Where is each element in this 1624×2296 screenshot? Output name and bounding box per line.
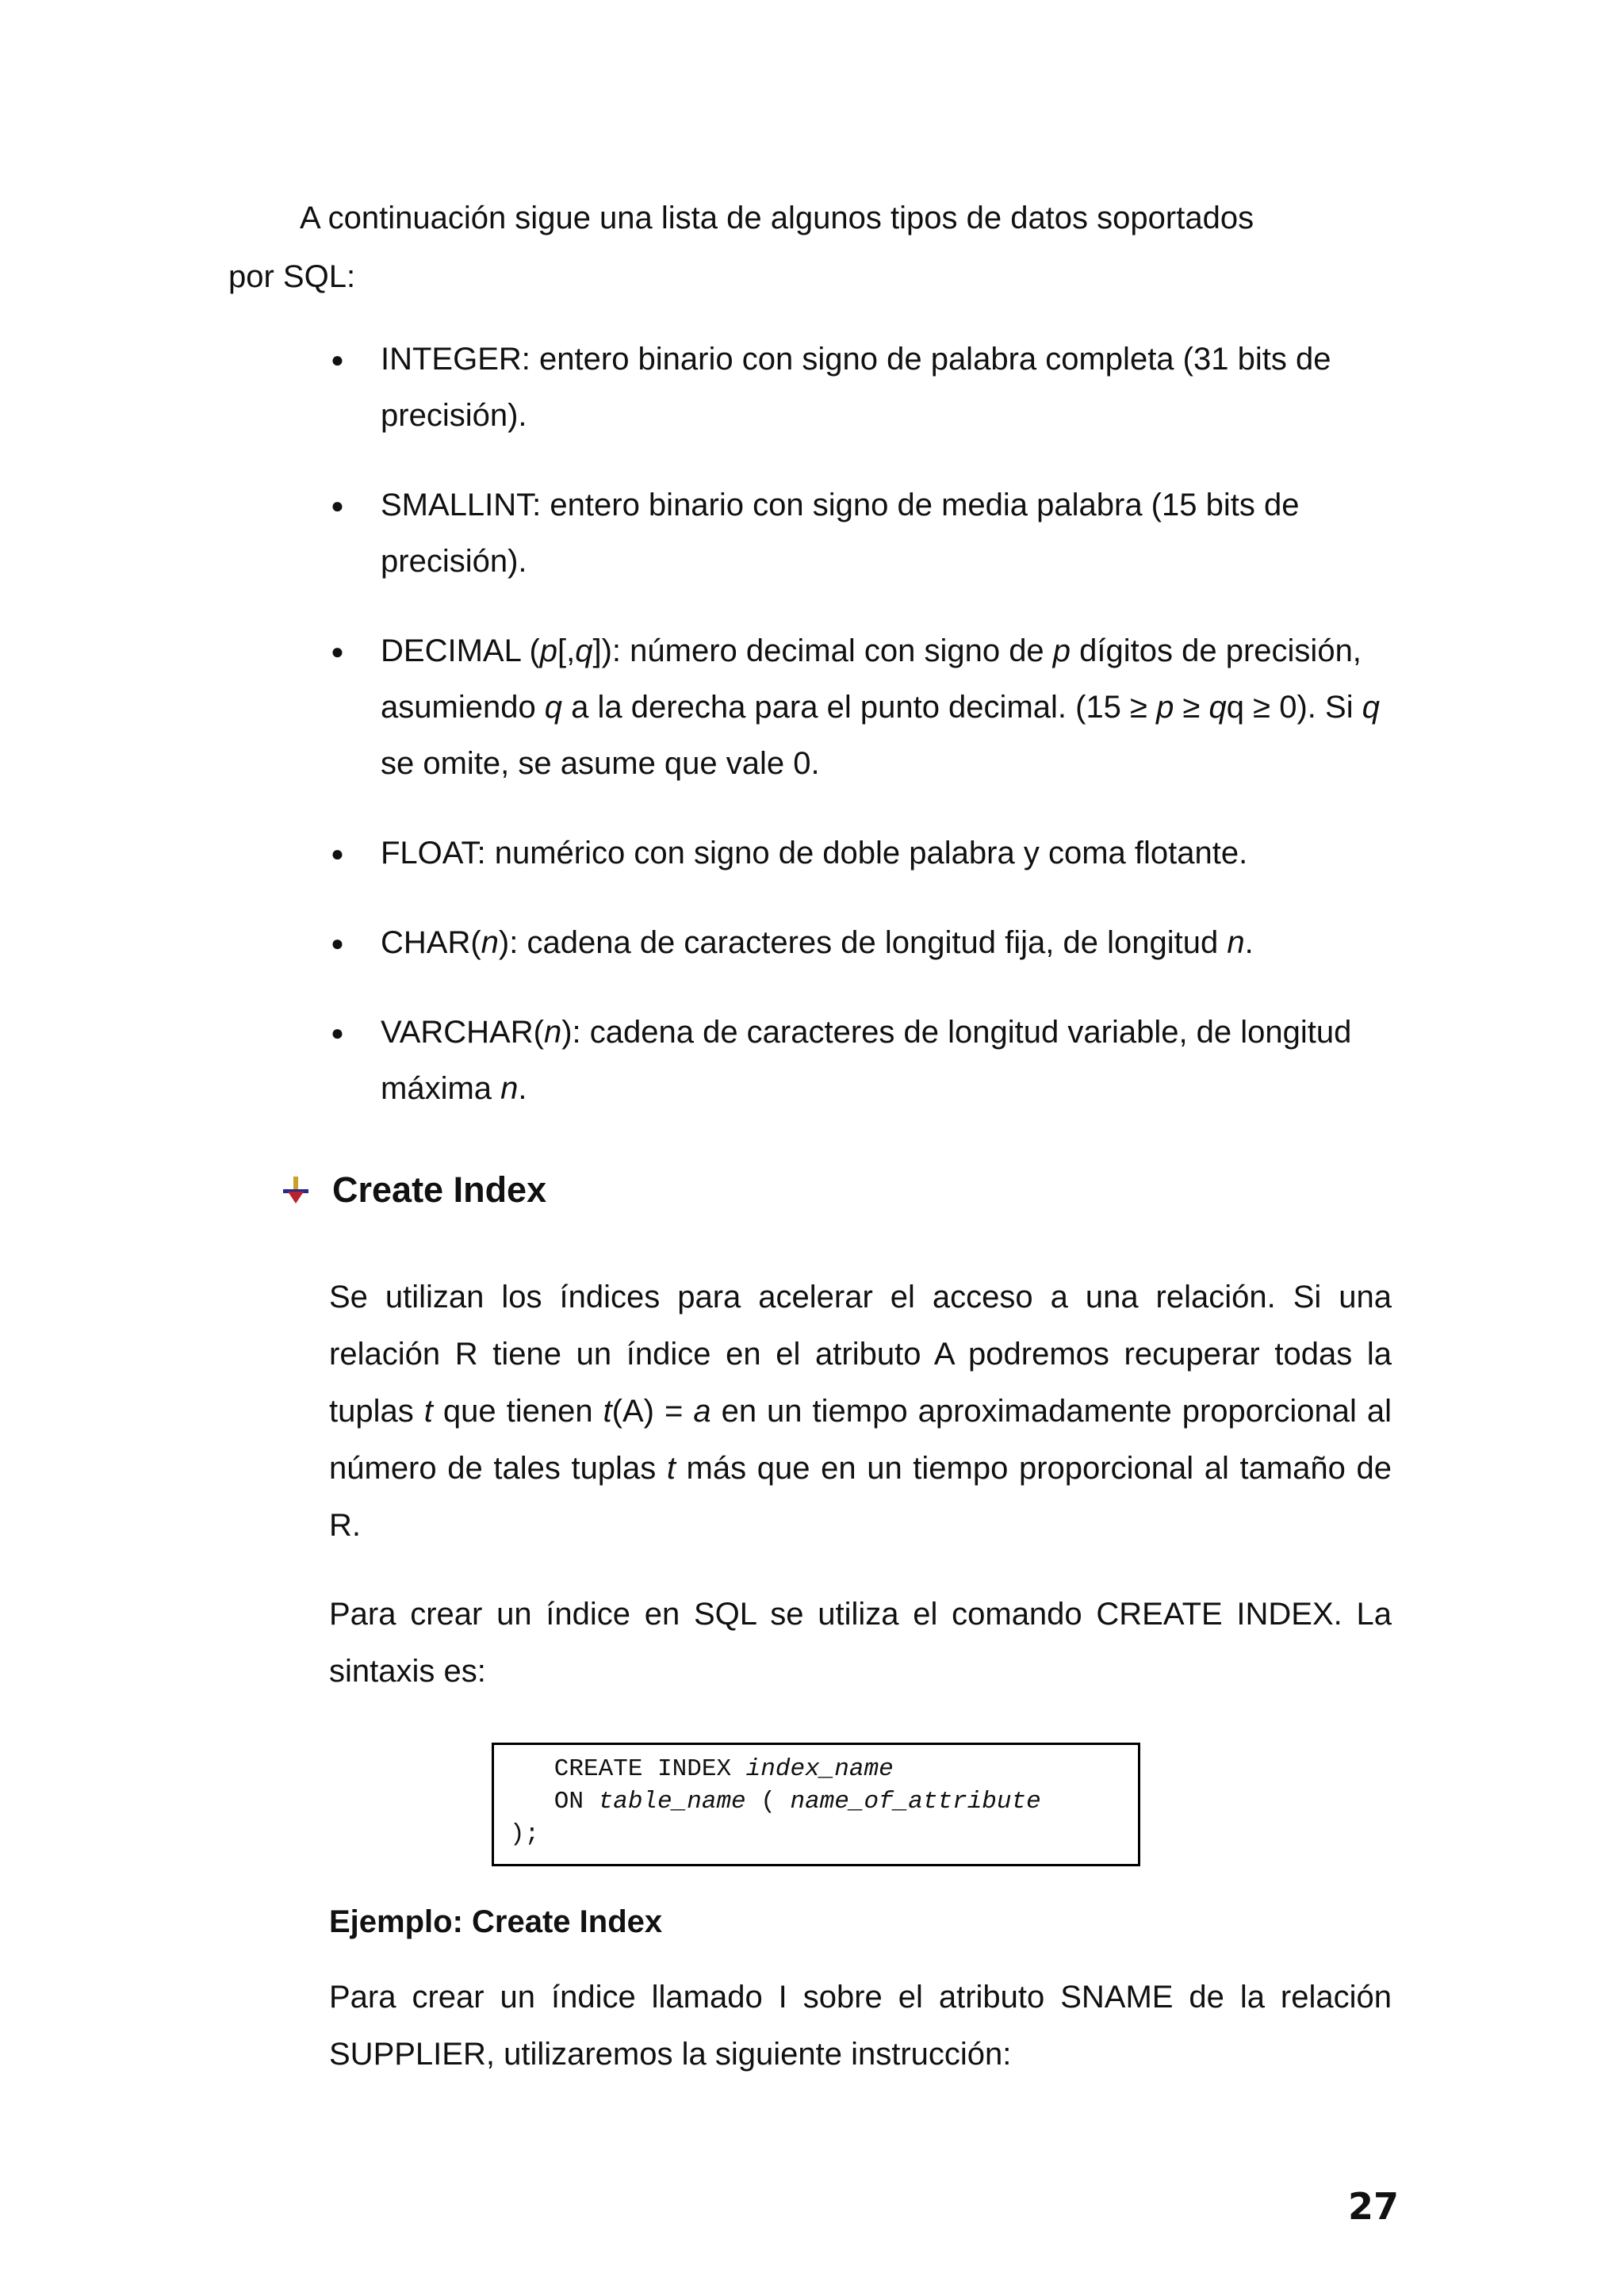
- italic-variable: n: [543, 1015, 562, 1050]
- data-type-list: [321, 331, 1408, 1150]
- text-run: CHAR(: [381, 925, 481, 960]
- text-run: SMALLINT: entero binario con signo de media palabra (15 bits de precisión).: [381, 488, 1300, 579]
- intro-paragraph: [228, 189, 1418, 306]
- list-item: [321, 915, 1408, 971]
- italic-variable: p: [1156, 690, 1174, 725]
- italic-variable: t: [603, 1394, 612, 1429]
- list-item: [321, 477, 1408, 590]
- text-run: ): cadena de caracteres de longitud fija, de longitud: [498, 925, 1228, 960]
- italic-variable: n: [481, 925, 499, 960]
- text-run: .: [1244, 925, 1254, 960]
- code-text: );: [510, 1820, 540, 1848]
- bullet-icon: ●: [331, 493, 344, 518]
- italic-variable: t: [423, 1394, 433, 1429]
- list-item: [321, 623, 1408, 792]
- code-text: CREATE INDEX: [510, 1755, 746, 1783]
- text-run: ): cadena de caracteres de longitud variable, de longitud máxima: [381, 1015, 1352, 1106]
- bullet-icon: ●: [331, 931, 344, 955]
- example-description: Para crear un índice llamado I sobre el atributo SNAME de la relación SUPPLIER, utilizaremos la siguiente instrucción:: [329, 1980, 1392, 2072]
- italic-variable: q: [1208, 690, 1227, 725]
- bullet-icon: ●: [331, 639, 344, 664]
- code-text: ON: [510, 1788, 599, 1816]
- text-run: FLOAT: numérico con signo de doble palabra y coma flotante.: [381, 836, 1248, 871]
- syntax-code-block: [492, 1743, 1140, 1866]
- arrow-down-icon: [280, 1174, 312, 1206]
- section-title: Create Index: [332, 1169, 547, 1210]
- list-item: [321, 331, 1408, 444]
- code-variable: index_name: [745, 1755, 894, 1783]
- text-run: dígitos de precisión, asumiendo: [381, 633, 1362, 725]
- code-variable: table_name: [598, 1788, 746, 1816]
- text-run: q ≥ 0). Si: [1226, 690, 1362, 725]
- text-run: en un tiempo aproximadamente proporcional al número de tales tuplas: [329, 1394, 1392, 1486]
- text-run: ≥: [1174, 690, 1209, 725]
- italic-variable: n: [1227, 925, 1245, 960]
- text-run: (A) =: [611, 1394, 694, 1429]
- text-run: DECIMAL (: [381, 633, 540, 668]
- text-run: que tienen: [432, 1394, 603, 1429]
- text-run: se omite, se asume que vale 0.: [381, 746, 820, 781]
- intro-line-1: A continuación sigue una lista de algunos tipos de datos soportados: [300, 201, 1254, 235]
- bullet-icon: ●: [331, 1020, 344, 1045]
- page-number: 27: [1348, 2185, 1400, 2228]
- create-index-syntax-intro: Para crear un índice en SQL se utiliza el comando CREATE INDEX. La sintaxis es:: [329, 1597, 1392, 1689]
- italic-variable: p: [539, 633, 558, 668]
- text-run: .: [518, 1071, 527, 1106]
- italic-variable: n: [500, 1071, 519, 1106]
- text-run: a la derecha para el punto decimal. (15 ≥: [562, 690, 1157, 725]
- text-run: [,: [557, 633, 576, 668]
- italic-variable: a: [693, 1394, 711, 1429]
- intro-line-2: por SQL:: [228, 259, 356, 294]
- create-index-description: [329, 1269, 1392, 1554]
- example-heading: Ejemplo: Create Index: [329, 1904, 663, 1939]
- italic-variable: q: [544, 690, 563, 725]
- text-run: VARCHAR(: [381, 1015, 544, 1050]
- text-run: INTEGER: entero binario con signo de palabra completa (31 bits de precisión).: [381, 342, 1331, 433]
- text-run: Se utilizan los índices para acelerar el acceso a una relación. Si una relación R tiene un índice en el atributo A podremos recuperar todas la tuplas: [329, 1280, 1392, 1429]
- bullet-icon: ●: [331, 347, 344, 372]
- code-variable: name_of_attribute: [790, 1788, 1041, 1816]
- italic-variable: q: [575, 633, 593, 668]
- text-run: más que en un tiempo proporcional al tamaño de R.: [329, 1451, 1392, 1543]
- list-item: [321, 825, 1408, 882]
- bullet-icon: ●: [331, 841, 344, 866]
- italic-variable: q: [1362, 690, 1380, 725]
- list-item: [321, 1004, 1408, 1117]
- text-run: ]): número decimal con signo de: [592, 633, 1053, 668]
- italic-variable: t: [666, 1451, 676, 1486]
- section-heading-create-index: [280, 1169, 546, 1211]
- italic-variable: p: [1052, 633, 1071, 668]
- code-text: (: [745, 1788, 791, 1816]
